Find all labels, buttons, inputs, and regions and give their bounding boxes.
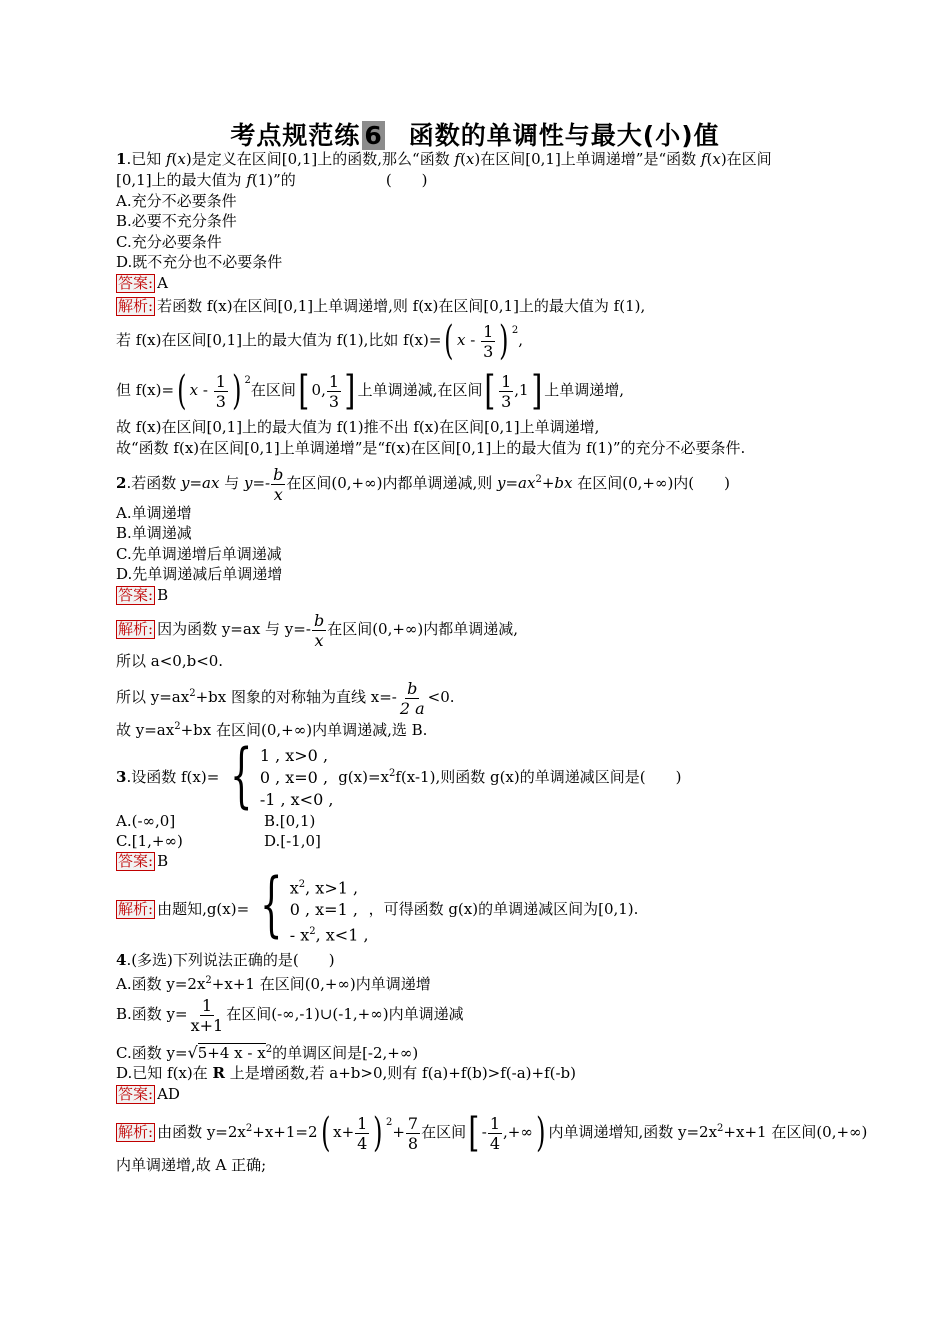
q2-option-c: C.先单调递增后单调递减 <box>116 545 282 563</box>
q2-option-a: A.单调递增 <box>116 504 192 522</box>
answer-tag: 答案: <box>118 586 154 604</box>
q3-solution: 解析: 由题知,g(x)= { $x^2$, x>1 , 0 , x=1 , - $x^2$, x<1 , ，可得函数 g(x)的单调递减区间为[0,1). <box>118 862 639 945</box>
q4-option-d: D.已知 f(x)在 R 上是增函数,若 a+b>0,则有 f(a)+f(b)>f(-a)+f(-b) <box>116 1064 577 1082</box>
q3-options-row2: C.[1,+∞) D.[-1,0] <box>116 832 321 850</box>
q1-solution-line1: 解析: 若函数 f(x)在区间[0,1]上单调递增,则 f(x)在区间[0,1]上的最大值为 f(1), <box>118 297 646 315</box>
solution-tag: 解析: <box>118 1123 154 1141</box>
q4-option-c: C.函数 y=√5+4 x - $x^2$的单调区间是[-2,+∞) <box>116 1043 419 1062</box>
q1-option-d: D.既不充分也不必要条件 <box>116 253 283 271</box>
q2-solution-line3: 所以 $y=ax^2+bx$ 图象的对称轴为直线 x=- $\frac{b}{2 a}$ <0. <box>116 678 455 718</box>
q3-stem: 3.设函数 f(x)= { 1 , x>0 , 0 , x=0 , -1 , x<0 , $g(x)=x^2f(x-1)$,则函数 g(x)的单调递减区间是( ) <box>116 734 682 816</box>
page-title <box>0 116 950 152</box>
title-text: 函数的单调性与最大(小)值 <box>408 121 720 150</box>
title-prefix: 考点规范练 <box>230 121 361 150</box>
solution-tag: 解析: <box>118 297 154 315</box>
q1-stem-line1: 1.已知 f(x)是定义在区间[0,1]上的函数,那么“函数 f(x)在区间[0,1]上单调递增”是“函数 f(x)在区间 <box>116 150 772 168</box>
piecewise-function: { 1 , x>0 , 0 , x=0 , -1 , x<0 , <box>230 734 334 816</box>
q3-answer: 答案: B <box>118 852 169 870</box>
q1-solution-line3: 但 f(x)=( x - $\frac{1}{3}$ ) $^2$在区间[ 0, $\frac{1}{3}$ ] 上单调递减,在区间[ $\frac{1}{3}$ ,1] 上单调递增, <box>116 368 624 414</box>
q4-solution-line2: 内单调递增,故 A 正确; <box>116 1156 267 1174</box>
q2-solution-line1: 解析: 因为函数 y=ax 与 y=- $\frac{b}{x}$ 在区间(0,+∞)内都单调递减, <box>118 610 519 650</box>
q4-stem: 4.(多选)下列说法正确的是( ) <box>116 951 335 969</box>
q2-option-b: B.单调递减 <box>116 524 192 542</box>
fraction: $\frac{1}{3}$ <box>483 321 494 361</box>
answer-tag: 答案: <box>118 274 154 292</box>
q1-option-b: B.必要不充分条件 <box>116 212 237 230</box>
q4-option-b: B.函数 y= $\frac{1}{x+1}$ 在区间(-∞,-1)∪(-1,+∞)内单调递减 <box>116 995 464 1035</box>
q1-option-c: C.充分必要条件 <box>116 233 222 251</box>
q2-stem: 2.若函数 y=ax 与 y=- $\frac{b}{x}$ 在区间(0,+∞)内都单调递减,则 $y=ax^2+bx$ 在区间(0,+∞)内( ) <box>116 464 731 504</box>
solution-tag: 解析: <box>118 620 154 638</box>
q2-option-d: D.先单调递减后单调递增 <box>116 565 283 583</box>
q3-options-row1: A.(-∞,0] B.[0,1) <box>116 812 316 830</box>
q1-solution-line2: 若 f(x)在区间[0,1]上的最大值为 f(1),比如 f(x)=( x - $\frac{1}{3}$ ) $^2$, <box>116 318 524 364</box>
q4-solution-line1: 解析: 由函数 $y=2x^2+x+1=2$( x+ $\frac{1}{4}$ ) $^2$+ $\frac{7}{8}$ 在区间[ - $\frac{1}{4}$ ,+∞) 内单调递增知,函数 $y=2x^2+x+1$ 在区间(0,+∞) <box>118 1110 868 1156</box>
q1-answer: 答案: A <box>118 274 168 292</box>
piecewise-function: { $x^2$, x>1 , 0 , x=1 , - $x^2$, x<1 , <box>260 862 369 945</box>
radical-icon: √ <box>187 1043 198 1062</box>
q1-stem-line2: [0,1]上的最大值为 f(1)”的 ( ) <box>116 171 428 189</box>
q2-solution-line4: 故 $y=ax^2+bx$ 在区间(0,+∞)内单调递减,选 B. <box>116 721 428 739</box>
q1-solution-line4: 故 f(x)在区间[0,1]上的最大值为 f(1)推不出 f(x)在区间[0,1]上单调递增, <box>116 418 600 436</box>
answer-tag: 答案: <box>118 1085 154 1103</box>
q4-answer: 答案: AD <box>118 1085 180 1103</box>
q1-option-a: A.充分不必要条件 <box>116 192 237 210</box>
answer-tag: 答案: <box>118 852 154 870</box>
q1-solution-line5: 故“函数 f(x)在区间[0,1]上单调递增”是“f(x)在区间[0,1]上的最大值为 f(1)”的充分不必要条件. <box>116 439 746 457</box>
q4-option-a: A.函数 $y=2x^2+x+1$ 在区间(0,+∞)内单调递增 <box>116 975 431 993</box>
solution-tag: 解析: <box>118 900 154 918</box>
exercise-number: 6 <box>364 121 383 150</box>
q2-solution-line2: 所以 a<0,b<0. <box>116 652 224 670</box>
q2-answer: 答案: B <box>118 586 169 604</box>
